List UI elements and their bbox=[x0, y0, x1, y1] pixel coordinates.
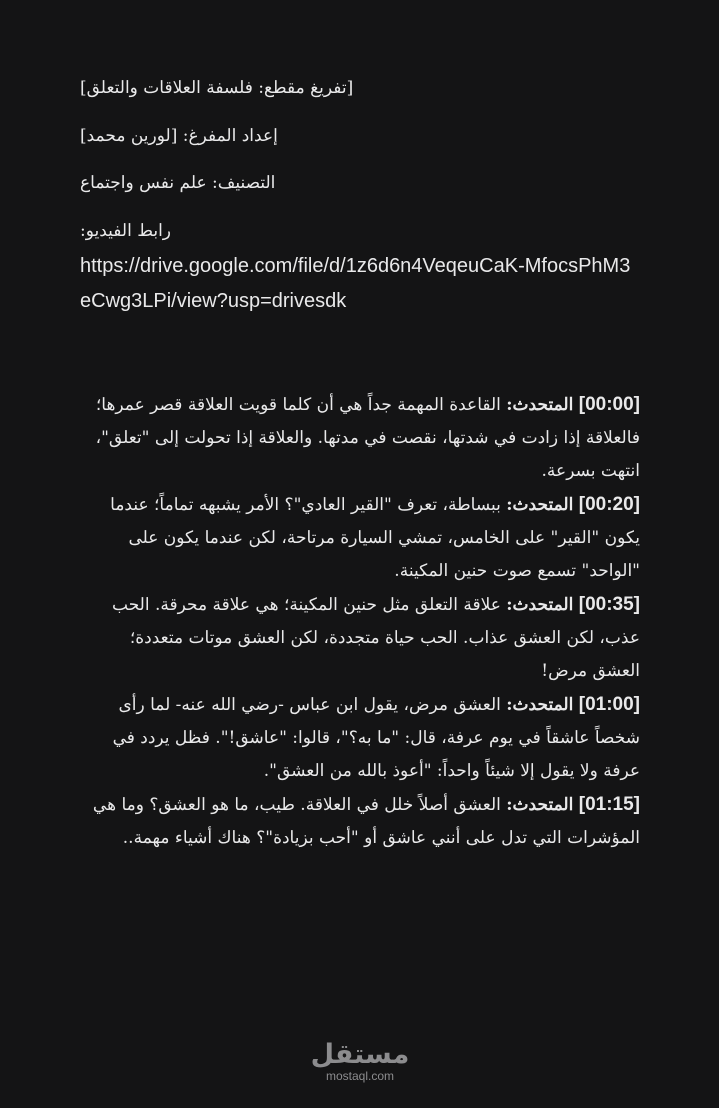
timestamp: [01:00] bbox=[578, 694, 640, 715]
transcript-text: القاعدة المهمة جداً هي أن كلما قويت العلاقة قصر عمرها؛ فالعلاقة إذا زادت في شدتها، نقصت في مدتها. والعلاقة إذا تحولت إلى "تعلق"، انتهت بسرعة. bbox=[95, 395, 640, 481]
video-label: رابط الفيديو: bbox=[80, 221, 172, 241]
transcript bbox=[80, 388, 640, 855]
transcript-text: العشق مرض، يقول ابن عباس -رضي الله عنه- لما رأى شخصاً عاشقاً في يوم عرفة، قال: "ما به؟"، قالوا: "عاشق!". فظل يردد في عرفة ولا يقول إلا شيئاً واحداً: "أعوذ بالله من العشق". bbox=[112, 695, 640, 781]
transcript-entry bbox=[80, 788, 640, 855]
watermark-latin: mostaql.com bbox=[325, 1069, 395, 1083]
timestamp: [00:00] bbox=[578, 394, 640, 415]
mostaql-watermark-logo bbox=[300, 1040, 420, 1083]
transcript-entry bbox=[80, 388, 640, 488]
speaker-label: المتحدث: bbox=[506, 695, 574, 715]
category-line: التصنيف: علم نفس واجتماع bbox=[80, 173, 276, 193]
transcript-text: علاقة التعلق مثل حنين المكينة؛ هي علاقة محرقة. الحب عذب، لكن العشق عذاب. الحب حياة متجددة، لكن العشق موتات متعددة؛ العشق مرض! bbox=[112, 595, 640, 681]
transcript-text: العشق أصلاً خلل في العلاقة. طيب، ما هو العشق؟ وما هي المؤشرات التي تدل على أنني عاشق أو "أحب بزيادة"؟ هناك أشياء مهمة.. bbox=[92, 795, 640, 848]
transcript-entry bbox=[80, 488, 640, 588]
document-title: [تفريغ مقطع: فلسفة العلاقات والتعلق] bbox=[80, 78, 354, 98]
timestamp: [00:35] bbox=[578, 594, 640, 615]
transcript-entry bbox=[80, 588, 640, 688]
transcriber-line: إعداد المفرغ: [لورين محمد] bbox=[80, 126, 278, 146]
speaker-label: المتحدث: bbox=[506, 495, 574, 515]
speaker-label: المتحدث: bbox=[506, 795, 574, 815]
timestamp: [01:15] bbox=[578, 794, 640, 815]
transcript-text: ببساطة، تعرف "القير العادي"؟ الأمر يشبهه تماماً؛ عندما يكون "القير" على الخامس، تمشي السيارة مرتاحة، لكن عندما يكون على "الواحد" تسمع صوت حنين المكينة. bbox=[110, 495, 640, 581]
speaker-label: المتحدث: bbox=[506, 595, 574, 615]
timestamp: [00:20] bbox=[578, 494, 640, 515]
transcript-entry bbox=[80, 688, 640, 788]
video-link[interactable]: https://drive.google.com/file/d/1z6d6n4VeqeuCaK-MfocsPhM3eCwg3LPi/view?usp=drivesdk bbox=[80, 255, 631, 312]
speaker-label: المتحدث: bbox=[506, 395, 574, 415]
watermark-arabic: مستقل bbox=[310, 1039, 410, 1070]
